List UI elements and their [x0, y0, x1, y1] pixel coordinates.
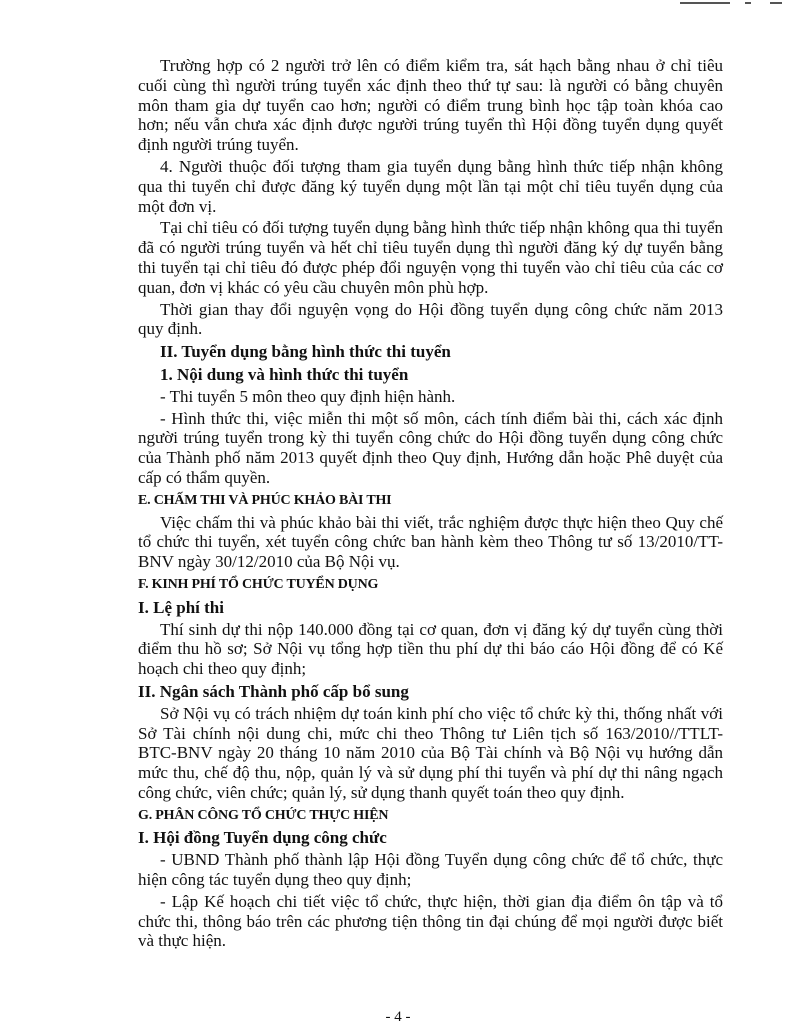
- paragraph-item-4: 4. Người thuộc đối tượng tham gia tuyển dụng bằng hình thức tiếp nhận không qua thi tuyển chỉ được đăng ký tuyển dụng một lần tại một chỉ tiêu tuyển dụng của một đơn vị.: [138, 156, 723, 216]
- document-body: [138, 56, 723, 951]
- scan-mark: [770, 2, 782, 4]
- heading-content-format: 1. Nội dung và hình thức thi tuyển: [160, 364, 409, 384]
- paragraph-grading: Việc chấm thi và phúc khảo bài thi viết, trắc nghiệm được thực hiện theo Quy chế tổ chức thi tuyển, xét tuyển công chức ban hành kèm theo Thông tư số 13/2010/TT-BNV ngày 30/12/2010 của Bộ Nội vụ.: [138, 512, 723, 572]
- scan-mark: [745, 2, 751, 4]
- heading-exam-fee: I. Lệ phí thi: [138, 597, 224, 617]
- paragraph-five-subjects: - Thi tuyển 5 môn theo quy định hiện hành.: [160, 386, 456, 406]
- heading-section-g: G. PHÂN CÔNG TỔ CHỨC THỰC HIỆN: [138, 807, 389, 823]
- scan-mark: [680, 2, 730, 4]
- paragraph-exam-format: - Hình thức thi, việc miễn thi một số môn, cách tính điểm bài thi, cách xác định người trúng tuyển trong kỳ thi tuyển công chức do Hội đồng tuyển dụng công chức của Thành phố năm 2013 quyết định theo Quy định, Hướng dẫn hoặc Phê duyệt của cấp có thẩm quyền.: [138, 408, 723, 487]
- page-number: - 4 -: [385, 1009, 411, 1025]
- paragraph-city-budget: Sở Nội vụ có trách nhiệm dự toán kinh phí cho việc tổ chức kỳ thi, thống nhất với Sở Tài chính nội dung chi, mức chi theo Thông tư Liên tịch số 163/2010//TTLT-BTC-BNV ngày 20 tháng 10 năm 2010 của Bộ Tài chính và Bộ Nội vụ hướng dẫn mức thu, chế độ thu, nộp, quản lý và sử dụng phí thi tuyển và phí dự thi nâng ngạch công chức, viên chức; quản lý, sử dụng thanh quyết toán theo quy định.: [138, 703, 723, 802]
- heading-section-ii-exam: II. Tuyển dụng bằng hình thức thi tuyển: [160, 342, 451, 362]
- heading-section-f: F. KINH PHÍ TỔ CHỨC TUYỂN DỤNG: [138, 576, 379, 592]
- paragraph-change-preference: Tại chỉ tiêu có đối tượng tuyển dụng bằng hình thức tiếp nhận không qua thi tuyển đã có người trúng tuyển và hết chỉ tiêu tuyển dụng thì người đăng ký dự tuyển bằng thi tuyển tại chỉ tiêu đó được phép đổi nguyện vọng thi tuyển vào chỉ tiêu của các cơ quan, đơn vị khác có yêu cầu chuyên môn phù hợp.: [138, 218, 723, 297]
- heading-city-budget: II. Ngân sách Thành phố cấp bổ sung: [138, 681, 409, 701]
- heading-section-e: E. CHẤM THI VÀ PHÚC KHẢO BÀI THI: [138, 492, 392, 508]
- paragraph-exam-fee: Thí sinh dự thi nộp 140.000 đồng tại cơ quan, đơn vị đăng ký dự tuyển cùng thời điểm thu hồ sơ; Sở Nội vụ tổng hợp tiền thu phí dự thi báo cáo Hội đồng để có Kế hoạch chi theo quy định;: [138, 619, 723, 679]
- paragraph-council-established: - UBND Thành phố thành lập Hội đồng Tuyển dụng công chức để tổ chức, thực hiện công tác tuyển dụng theo quy định;: [138, 850, 723, 890]
- paragraph-tie-break-rule: Trường hợp có 2 người trở lên có điểm kiểm tra, sát hạch bằng nhau ở chỉ tiêu cuối cùng thì người trúng tuyển xác định theo thứ tự sau: là người có bằng chuyên môn tham gia dự tuyển cao hơn; người có điểm trung bình học tập toàn khóa cao hơn; nếu vẫn chưa xác định được người trúng tuyển thì Hội đồng tuyển dụng quyết định người trúng tuyển.: [138, 56, 723, 155]
- paragraph-detailed-plan: - Lập Kế hoạch chi tiết việc tổ chức, thực hiện, thời gian địa điểm ôn tập và tổ chức thi, thông báo trên các phương tiện thông tin đại chúng để mọi người được biết và thực hiện.: [138, 891, 723, 951]
- heading-recruitment-council: I. Hội đồng Tuyển dụng công chức: [138, 828, 387, 848]
- paragraph-change-time: Thời gian thay đổi nguyện vọng do Hội đồng tuyển dụng công chức năm 2013 quy định.: [138, 299, 723, 339]
